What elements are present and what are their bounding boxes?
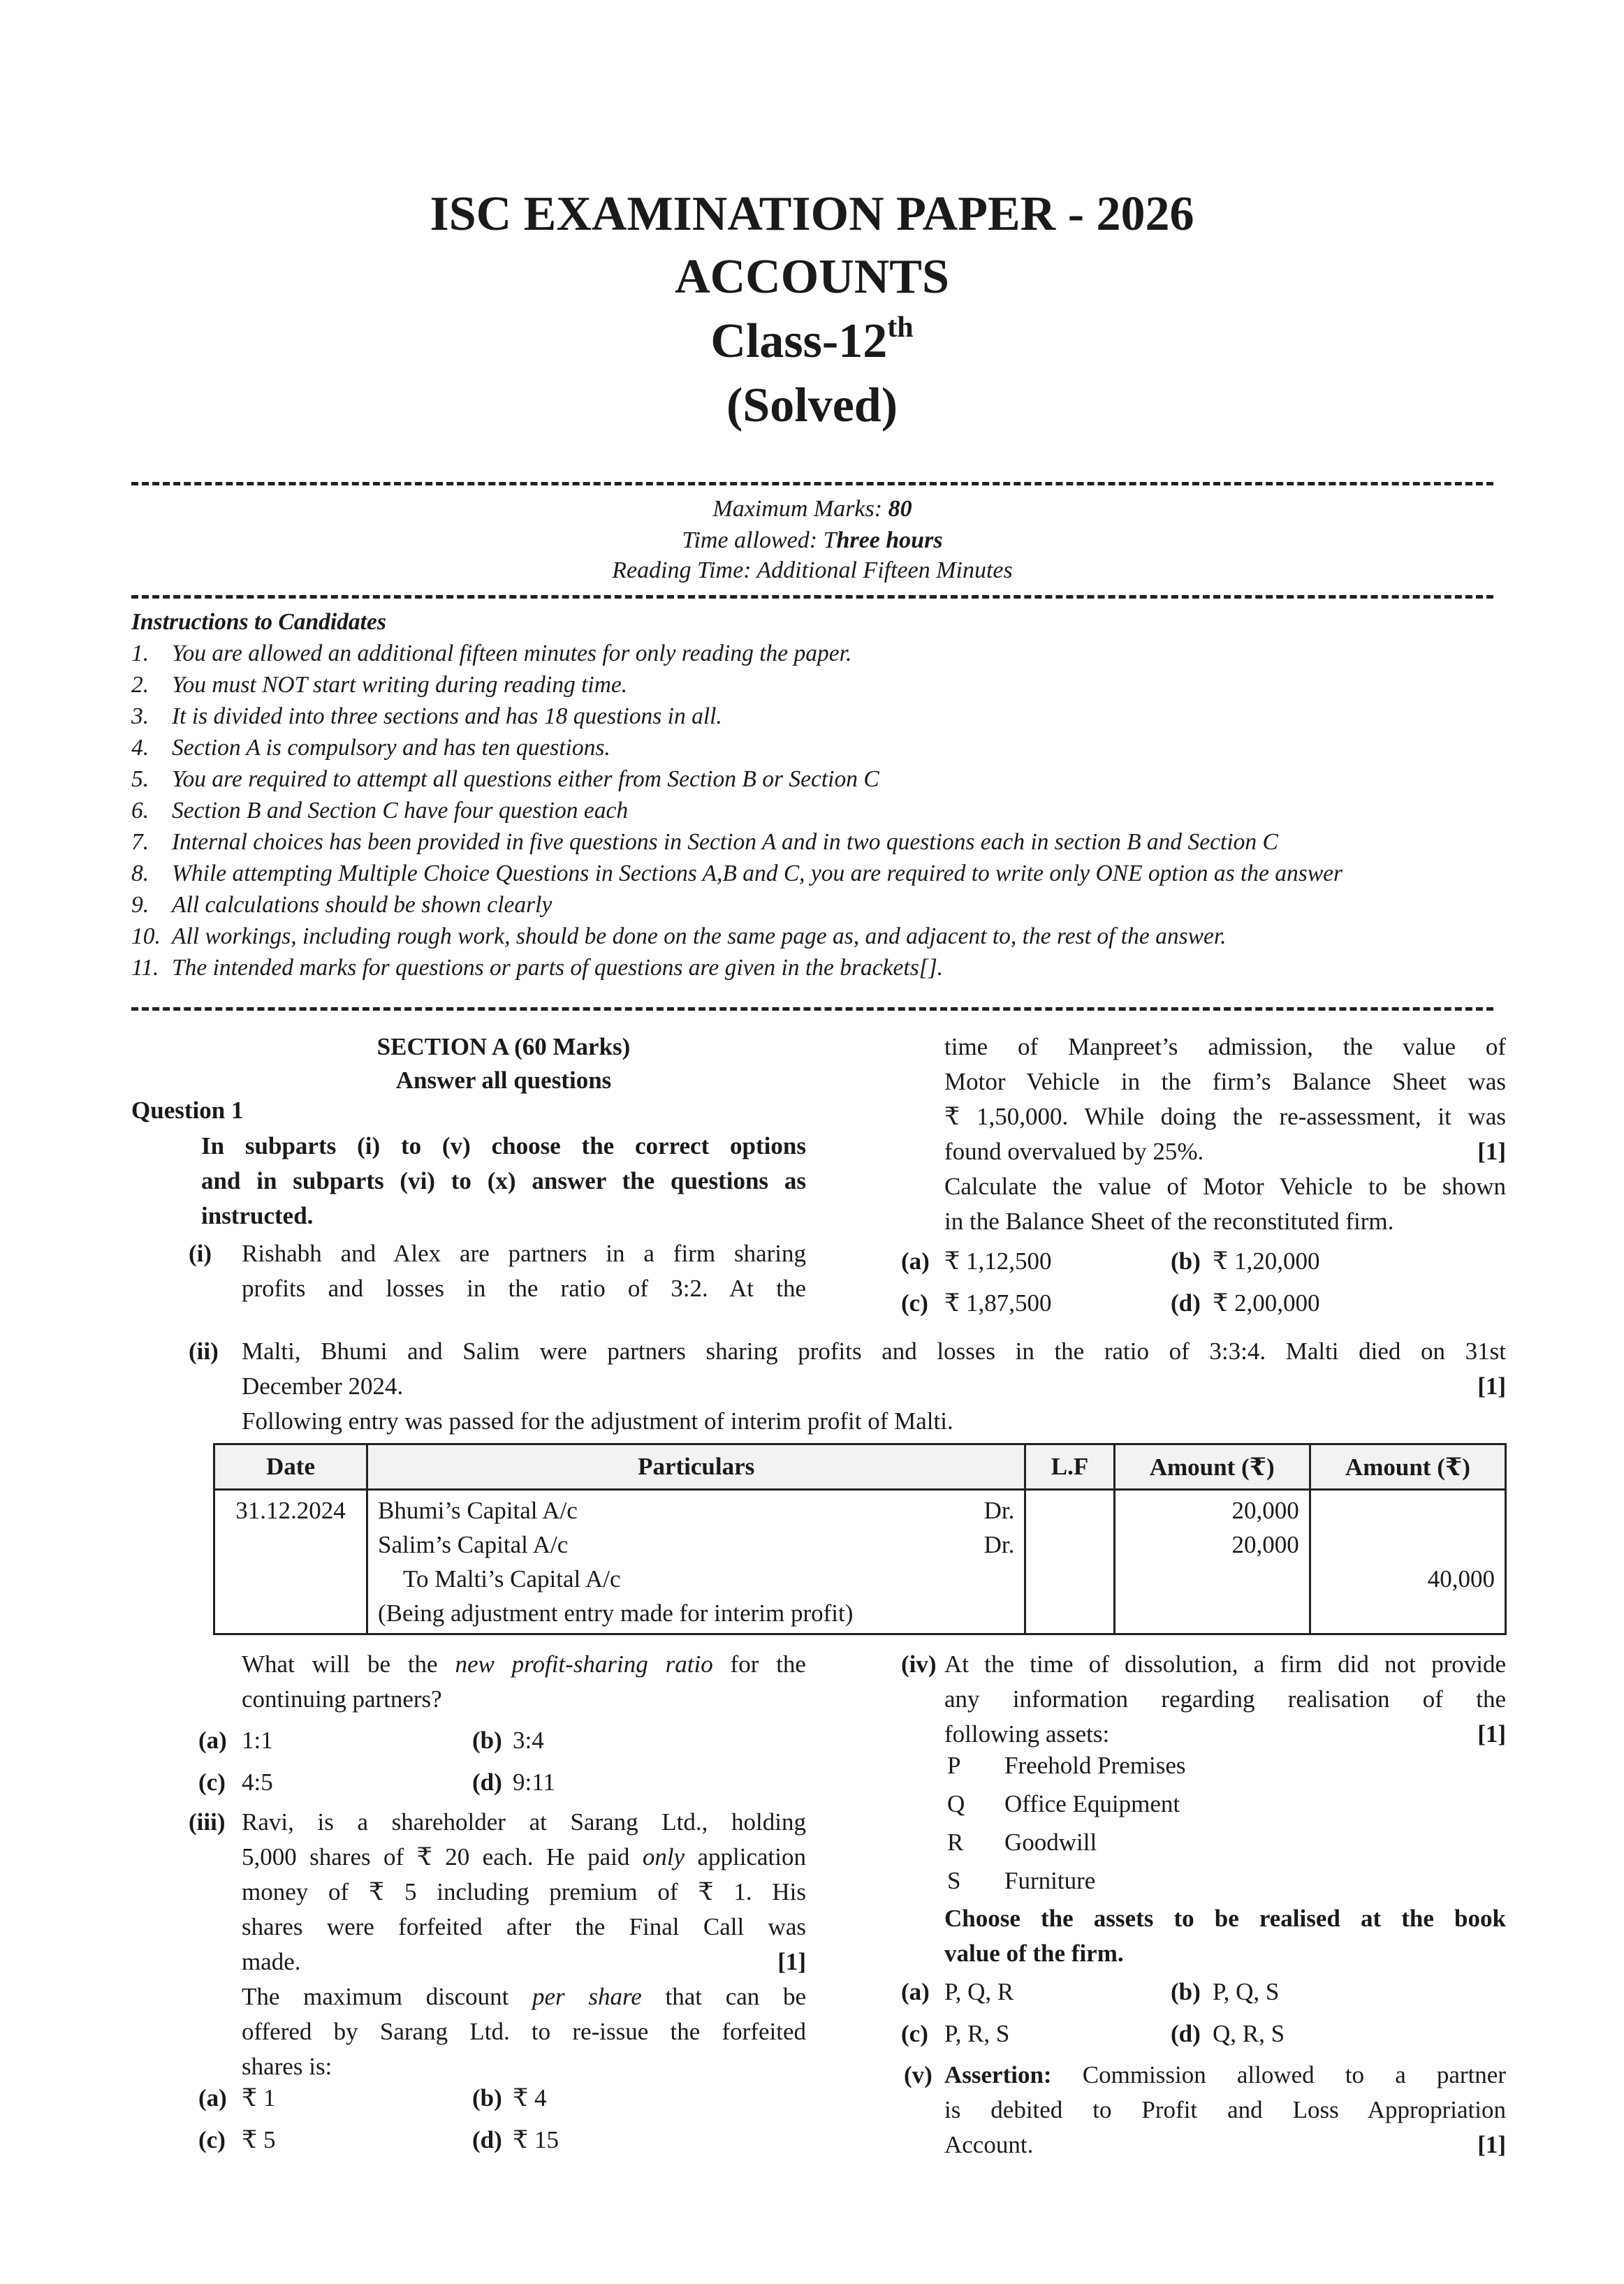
instruction-item: 4. Section A is compulsory and has ten questions.: [131, 735, 610, 761]
instruction-item: 3. It is divided into three sections and has 18 questions in all.: [131, 703, 722, 729]
entry-amount-dr: 20,000 20,000: [1114, 1490, 1310, 1634]
q-iii-text: Ravi, is a shareholder at Sarang Ltd., holding 5,000 shares of ₹ 20 each. He paid only application money of ₹ 5 including premium of ₹ 1. His shares were forfeited after the Final Call was made. [1] The maximum discount per share that can be offered by Sarang Ltd. to re-issue the forfeited shares is:: [242, 1808, 806, 2080]
journal-entry-table: [213, 1443, 1507, 1635]
asset-item: R Goodwill: [947, 1829, 1097, 1856]
option-row: [901, 1282, 1320, 1324]
instruction-item: 11. The intended marks for questions or parts of questions are given in the brackets[].: [131, 955, 944, 981]
option-c-label: (c): [901, 1289, 928, 1317]
instruction-item: 1. You are allowed an additional fifteen minutes for only reading the paper.: [131, 640, 852, 666]
q-i-options: [901, 1240, 1320, 1324]
option-c-text: P, R, S: [944, 2020, 1010, 2047]
subject-title: ACCOUNTS: [675, 250, 949, 304]
option-a-text: 1:1: [242, 1727, 273, 1754]
question-1-intro: In subparts (i) to (v) choose the correct options and in subparts (vi) to (x) answer the questions as instructed.: [201, 1132, 806, 1229]
col-lf: L.F: [1025, 1444, 1114, 1490]
section-a-subheading: Answer all questions: [395, 1067, 612, 1094]
instruction-item: 5. You are required to attempt all questions either from Section B or Section C: [131, 766, 879, 792]
entry-lf: [1025, 1490, 1114, 1634]
assertion-label: Assertion:: [944, 2061, 1052, 2088]
solved-title: (Solved): [726, 379, 898, 432]
option-row: [901, 1971, 1285, 2013]
option-c-text: ₹ 1,87,500: [944, 1289, 1052, 1317]
option-b-text: ₹ 4: [513, 2084, 547, 2111]
instructions: [131, 606, 1507, 983]
paper-title: ISC EXAMINATION PAPER - 2026: [430, 187, 1194, 241]
option-d-label: (d): [472, 2126, 502, 2153]
option-c-label: (c): [198, 2126, 226, 2153]
q-iv-number: (iv): [901, 1650, 937, 1678]
option-a-text: ₹ 1,12,500: [944, 1247, 1052, 1275]
q-ii-number: (ii): [189, 1338, 219, 1365]
max-marks-value: 80: [888, 496, 912, 522]
col-amount-dr: Amount (₹): [1114, 1444, 1310, 1490]
option-a-label: (a): [198, 2084, 227, 2111]
divider-top: [131, 482, 1493, 485]
option-row: [198, 2119, 559, 2161]
q-i-marks: [1]: [1477, 1138, 1506, 1165]
class-title: [0, 312, 1624, 368]
option-b-text: P, Q, S: [1213, 1978, 1280, 2005]
option-row: [198, 2077, 559, 2119]
q-ii-marks: [1]: [1477, 1372, 1506, 1400]
option-a-label: (a): [901, 1978, 930, 2005]
option-b-text: ₹ 1,20,000: [1213, 1247, 1320, 1275]
option-row: [198, 1762, 555, 1803]
time-allowed: [131, 527, 1493, 554]
option-b-label: (b): [1171, 1247, 1201, 1275]
option-c-label: (c): [198, 1769, 226, 1796]
asset-item: P Freehold Premises: [947, 1752, 1186, 1779]
q-i-number: (i): [189, 1240, 212, 1267]
class-text: Class-12: [710, 314, 888, 368]
time-label: Time allowed: T: [682, 527, 837, 553]
option-b-label: (b): [472, 2084, 502, 2111]
instruction-item: 7. Internal choices has been provided in five questions in Section A and in two questions each in section B and Section C: [131, 829, 1278, 855]
max-marks-label: Maximum Marks:: [712, 496, 888, 522]
q-ii-text: Malti, Bhumi and Salim were partners sharing profits and losses in the ratio of 3:3:4. Malti died on 31st December 2024. [1] Following entry was passed for the adjustment of interim profit of Malti.: [242, 1338, 1506, 1435]
q-iv-choose: Choose the assets to be realised at the book value of the firm.: [944, 1905, 1506, 1967]
option-d-text: 9:11: [513, 1769, 555, 1796]
option-d-text: ₹ 2,00,000: [1213, 1289, 1320, 1317]
col-date: Date: [214, 1444, 367, 1490]
q-iv-marks: [1]: [1477, 1720, 1506, 1748]
option-b-label: (b): [472, 1727, 502, 1754]
option-a-text: P, Q, R: [944, 1978, 1014, 2005]
option-d-label: (d): [1171, 1289, 1201, 1317]
q-ii-options: [198, 1720, 555, 1803]
instruction-item: 10. All workings, including rough work, should be done on the same page as, and adjacent to, the rest of the answer.: [131, 923, 1227, 949]
option-a-text: ₹ 1: [242, 2084, 276, 2111]
asset-item: Q Office Equipment: [947, 1790, 1180, 1817]
q-iv-options: [901, 1971, 1285, 2055]
instruction-item: 9. All calculations should be shown clearly: [131, 892, 553, 918]
option-row: [901, 2013, 1285, 2055]
instruction-item: 8. While attempting Multiple Choice Questions in Sections A,B and C, you are required to write only ONE option as the answer: [131, 861, 1343, 886]
reading-time: Reading Time: Additional Fifteen Minutes: [612, 557, 1013, 583]
q-v-marks: [1]: [1477, 2131, 1506, 2158]
col-amount-cr: Amount (₹): [1310, 1444, 1505, 1490]
class-sup: th: [887, 312, 914, 344]
time-value: hree hours: [836, 527, 943, 553]
divider-instructions: [131, 1007, 1493, 1011]
col-particulars: Particulars: [367, 1444, 1025, 1490]
option-d-label: (d): [1171, 2020, 1201, 2047]
entry-particulars: Bhumi’s Capital A/c Dr. Salim’s Capital A/c Dr. To Malti’s Capital A/c (Being adjustment entry made for interim profit): [367, 1490, 1025, 1634]
divider-meta: [131, 595, 1493, 599]
option-row: [901, 1240, 1320, 1282]
option-a-label: (a): [198, 1727, 227, 1754]
instructions-heading: Instructions to Candidates: [131, 609, 386, 635]
asset-item: S Furniture: [947, 1867, 1096, 1894]
q-iii-options: [198, 2077, 559, 2161]
q-iv-assets: [947, 1746, 1186, 1900]
option-row: [198, 1720, 555, 1762]
option-d-text: ₹ 15: [513, 2126, 559, 2153]
table-row: [214, 1490, 1506, 1634]
section-a-heading: SECTION A (60 Marks): [376, 1033, 631, 1060]
q-v-number: (v): [904, 2061, 932, 2088]
q-i-text-right: time of Manpreet’s admission, the value of Motor Vehicle in the firm’s Balance Sheet was ₹ 1,50,000. While doing the re-assessment, it was found overvalued by 25%. [1] Calculate the value of Motor Vehicle to be shown in the Balance Sheet of the reconstituted firm.: [944, 1033, 1506, 1235]
instruction-item: 6. Section B and Section C have four question each: [131, 798, 629, 823]
question-1-label: Question 1: [131, 1097, 244, 1124]
option-d-text: Q, R, S: [1213, 2020, 1285, 2047]
option-d-label: (d): [472, 1769, 502, 1796]
maximum-marks: [131, 496, 1493, 522]
option-a-label: (a): [901, 1247, 930, 1275]
q-i-text-left: Rishabh and Alex are partners in a firm sharing profits and losses in the ratio of 3:2. At the: [242, 1240, 806, 1302]
option-c-label: (c): [901, 2020, 928, 2047]
q-iv-text: At the time of dissolution, a firm did not provide any information regarding realisation of the following assets: [1]: [944, 1647, 1506, 1752]
option-b-text: 3:4: [513, 1727, 544, 1754]
entry-date: 31.12.2024: [214, 1490, 367, 1634]
option-c-text: ₹ 5: [242, 2126, 276, 2153]
option-b-label: (b): [1171, 1978, 1201, 2005]
q-v-text: Assertion: Commission allowed to a partner is debited to Profit and Loss Appropriation Account. [1]: [944, 2058, 1506, 2162]
instruction-item: 2. You must NOT start writing during reading time.: [131, 672, 628, 698]
q-iii-marks: [1]: [777, 1948, 806, 1975]
entry-amount-cr: 40,000: [1310, 1490, 1505, 1634]
option-c-text: 4:5: [242, 1769, 273, 1796]
q-ii-question: What will be the new profit-sharing ratio for the continuing partners?: [242, 1650, 806, 1713]
q-iii-number: (iii): [189, 1808, 226, 1836]
